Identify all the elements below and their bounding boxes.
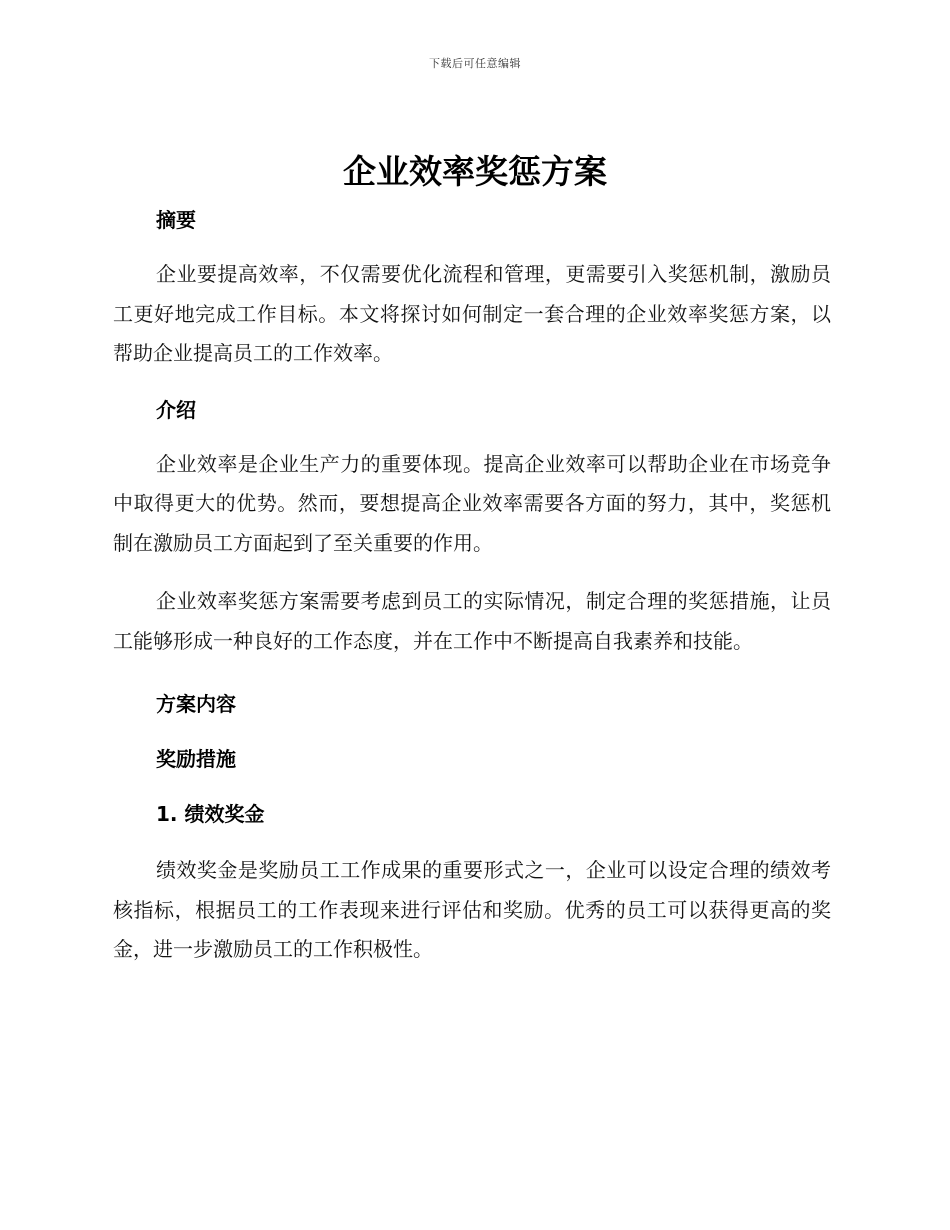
document-title: 企业效率奖惩方案 — [343, 152, 607, 191]
intro-paragraph-2: 企业效率奖惩方案需要考虑到员工的实际情况，制定合理的奖惩措施，让员工能够形成一种良好的工作态度，并在工作中不断提高自我素养和技能。 — [113, 589, 831, 653]
bonus-paragraph: 绩效奖金是奖励员工工作成果的重要形式之一，企业可以设定合理的绩效考核指标，根据员工的工作表现来进行评估和奖励。优秀的员工可以获得更高的奖金，进一步激励员工的工作积极性。 — [113, 858, 831, 961]
plan-heading: 方案内容 — [156, 692, 236, 716]
intro-paragraph-1: 企业效率是企业生产力的重要体现。提高企业效率可以帮助企业在市场竞争中取得更大的优势。然而，要想提高企业效率需要各方面的努力，其中，奖惩机制在激励员工方面起到了至关重要的作用。 — [113, 451, 831, 555]
abstract-heading: 摘要 — [156, 208, 196, 232]
intro-heading: 介绍 — [156, 397, 196, 422]
bonus-heading: 1. 绩效奖金 — [156, 802, 265, 826]
reward-heading: 奖励措施 — [156, 747, 236, 771]
abstract-paragraph: 企业要提高效率，不仅需要优化流程和管理，更需要引入奖惩机制，激励员工更好地完成工作目标。本文将探讨如何制定一套合理的企业效率奖惩方案，以帮助企业提高员工的工作效率。 — [113, 262, 831, 365]
header-note: 下载后可任意编辑 — [429, 57, 521, 70]
document-body — [113, 204, 831, 970]
